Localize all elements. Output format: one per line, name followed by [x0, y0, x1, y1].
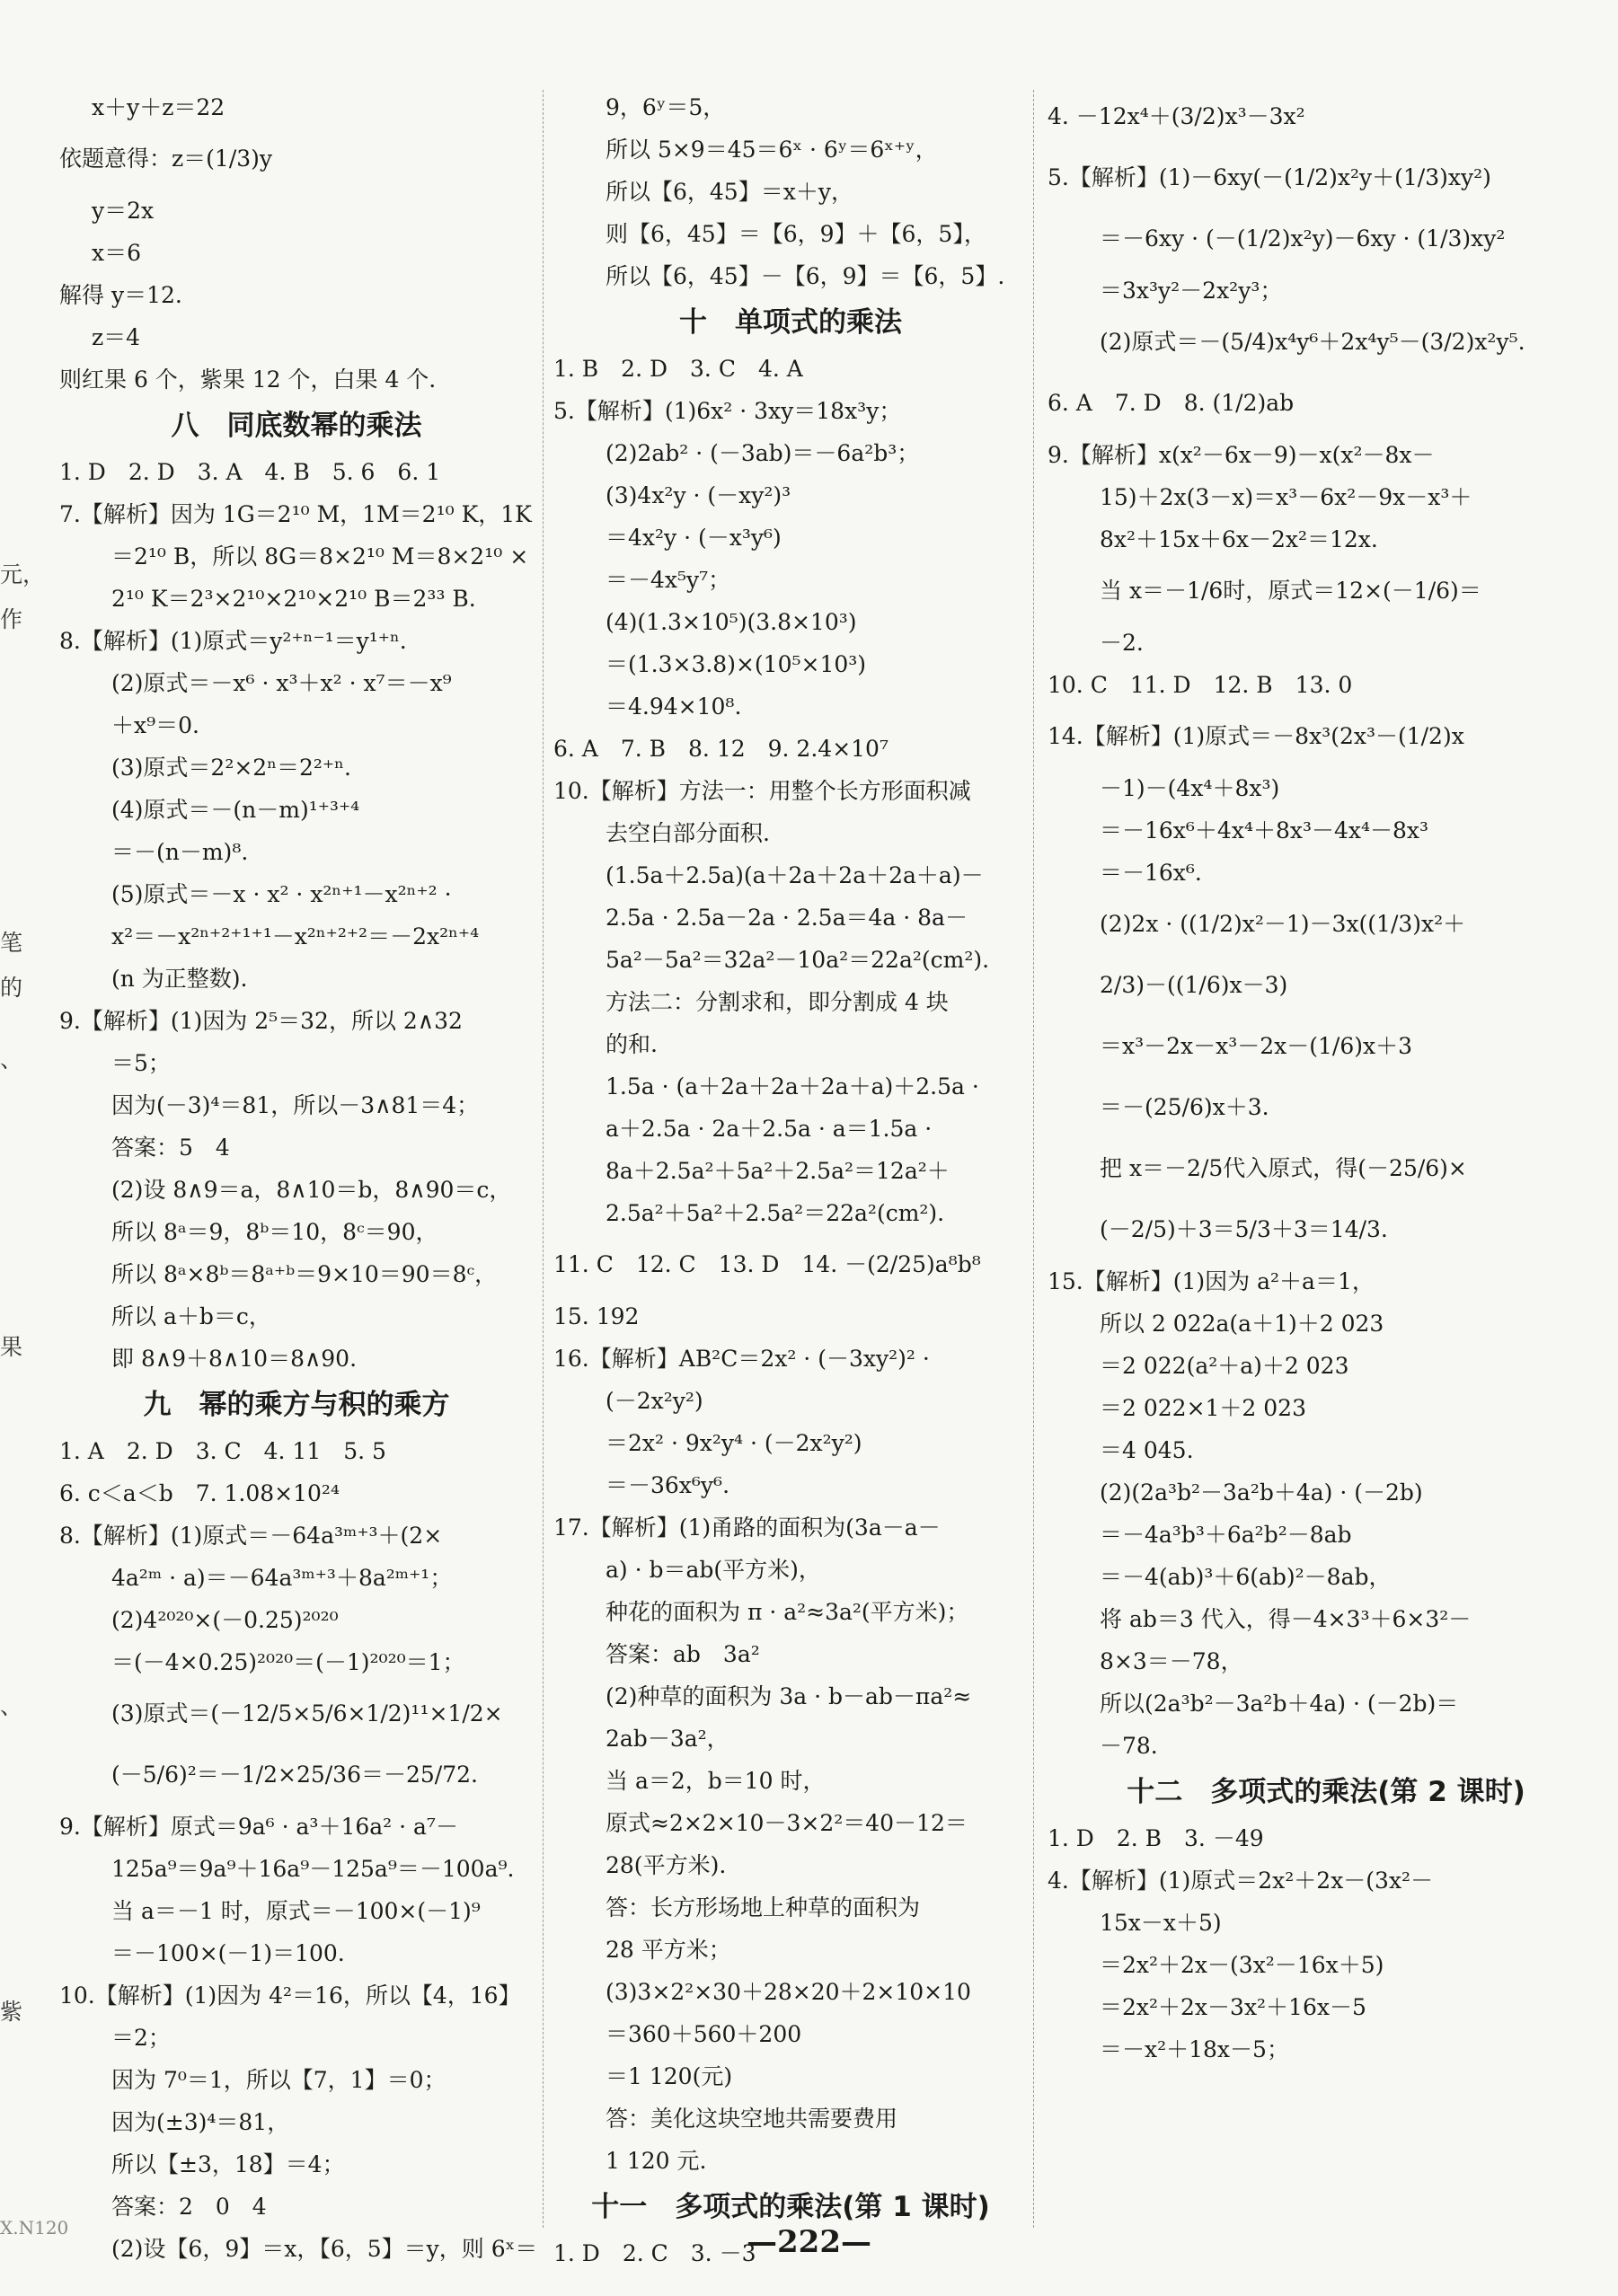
- answer-line: 15. 192: [553, 1303, 640, 1329]
- answer-line: ＝1 120(元): [606, 2063, 733, 2089]
- left-page-edge: [0, 0, 69, 2296]
- answer-line: (2)(2a³b²－3a²b＋4a) · (－2b): [1100, 1479, 1423, 1506]
- answer-line: ＝(－4×0.25)²⁰²⁰＝(－1)²⁰²⁰＝1；: [111, 1649, 465, 1675]
- answer-line: 1. B 2. D 3. C 4. A: [553, 356, 803, 382]
- answer-line: 依题意得：z＝(1/3)y: [59, 146, 273, 172]
- answer-line: 5.【解析】(1)－6xy(－(1/2)x²y＋(1/3)xy²): [1048, 164, 1491, 190]
- answer-column-right: [1048, 86, 1605, 2071]
- answer-line: ＝2¹⁰ B，所以 8G＝8×2¹⁰ M＝8×2¹⁰ ×: [111, 543, 529, 570]
- answer-line: ＝2x² · 9x²y⁴ · (－2x²y²): [606, 1430, 862, 1456]
- answer-line: 因为 7⁰＝1，所以【7，1】＝0；: [111, 2067, 446, 2093]
- answer-line: －2.: [1100, 630, 1144, 656]
- column-divider: [543, 90, 544, 2228]
- answer-line: －1)－(4x⁴＋8x³): [1100, 775, 1280, 801]
- answer-line: 当 a＝－1 时，原式＝－100×(－1)⁹: [111, 1898, 481, 1924]
- answer-line: 所以(2a³b²－3a²b＋4a) · (－2b)＝: [1100, 1691, 1459, 1717]
- answer-line: 1. A 2. D 3. C 4. 11 5. 5: [59, 1438, 386, 1464]
- answer-line: (5)原式＝－x · x² · x²ⁿ⁺¹－x²ⁿ⁺² ·: [111, 881, 452, 907]
- answer-line: (2)4²⁰²⁰×(－0.25)²⁰²⁰: [111, 1607, 339, 1633]
- answer-line: ＝3x³y²－2x²y³；: [1100, 278, 1283, 304]
- answer-line: 28 平方米；: [606, 1937, 731, 1963]
- answer-line: 8x²＋15x＋6x－2x²＝12x.: [1100, 526, 1378, 552]
- answer-line: 1.5a · (a＋2a＋2a＋2a＋a)＋2.5a ·: [606, 1073, 979, 1099]
- answer-line: 所以【±3，18】＝4；: [111, 2151, 345, 2177]
- answer-line: ＝5；: [111, 1050, 171, 1076]
- answer-line: 8a＋2.5a²＋5a²＋2.5a²＝12a²＋: [606, 1158, 950, 1184]
- answer-line: (2)设 8∧9＝a，8∧10＝b，8∧90＝c，: [111, 1177, 512, 1203]
- answer-line: ＝2 022(a²＋a)＋2 023: [1100, 1353, 1349, 1379]
- answer-line: ＝－(n－m)⁸.: [111, 839, 249, 865]
- answer-line: 10. C 11. D 12. B 13. 0: [1048, 672, 1353, 698]
- answer-line: ＝－4(ab)³＋6(ab)²－8ab，: [1100, 1564, 1392, 1590]
- margin-fragment: 、: [0, 1046, 23, 1073]
- answer-line: ＝－4x⁵y⁷；: [606, 567, 731, 593]
- margin-fragment: 笔: [0, 930, 23, 956]
- answer-line: 1 120 元.: [606, 2148, 707, 2174]
- answer-line: ＝2 022×1＋2 023: [1100, 1395, 1306, 1421]
- answer-line: ＝－(25/6)x＋3.: [1100, 1094, 1269, 1120]
- margin-code: X.N120: [0, 2217, 69, 2239]
- answer-line: ＋x⁹＝0.: [111, 712, 199, 738]
- answer-line: 所以【6，45】＝x＋y，: [606, 179, 853, 205]
- answer-line: 7.【解析】因为 1G＝2¹⁰ M，1M＝2¹⁰ K，1K: [59, 501, 532, 527]
- page-number: —222—: [747, 2224, 871, 2260]
- answer-line: 所以 a＋b＝c，: [111, 1303, 271, 1329]
- answer-line: 把 x＝－2/5代入原式，得(－25/6)×: [1100, 1155, 1467, 1181]
- answer-line: 2/3)－((1/6)x－3): [1100, 972, 1288, 998]
- answer-line: (2)种草的面积为 3a · b－ab－πa²≈: [606, 1683, 972, 1709]
- answer-line: (2)2x · ((1/2)x²－1)－3x((1/3)x²＋: [1100, 911, 1466, 937]
- answer-line: 4. －12x⁴＋(3/2)x³－3x²: [1048, 103, 1305, 129]
- answer-line: 8.【解析】(1)原式＝－64a³ᵐ⁺³＋(2×: [59, 1523, 443, 1549]
- answer-line: 4a²ᵐ · a)＝－64a³ᵐ⁺³＋8a²ᵐ⁺¹；: [111, 1565, 453, 1591]
- answer-line: a) · b＝ab(平方米)，: [606, 1557, 821, 1583]
- answer-line: ＝4 045.: [1100, 1437, 1194, 1463]
- answer-column-middle: [553, 86, 1028, 2274]
- answer-line: ＝2x²＋2x－(3x²－16x＋5): [1100, 1952, 1384, 1978]
- answer-line: 9，6ʸ＝5，: [606, 94, 726, 120]
- answer-line: 4.【解析】(1)原式＝2x²＋2x－(3x²－: [1048, 1868, 1434, 1894]
- answer-line: (2)设【6，9】＝x，【6，5】＝y，则 6ˣ＝: [111, 2236, 538, 2262]
- answer-line: ＝2x²＋2x－3x²＋16x－5: [1100, 1994, 1366, 2020]
- answer-line: 答：长方形场地上种草的面积为: [606, 1894, 921, 1921]
- answer-line: (n 为正整数).: [111, 966, 248, 992]
- answer-line: ＝4.94×10⁸.: [606, 693, 742, 720]
- answer-line: 种花的面积为 π · a²≈3a²(平方米)；: [606, 1599, 969, 1625]
- answer-line: ＝360＋560＋200: [606, 2021, 802, 2047]
- answer-line: 6. c＜a＜b 7. 1.08×10²⁴: [59, 1480, 340, 1506]
- answer-line: (－2/5)＋3＝5/3＋3＝14/3.: [1100, 1216, 1388, 1242]
- answer-line: a＋2.5a · 2a＋2.5a · a＝1.5a ·: [606, 1116, 933, 1142]
- answer-column-left: [59, 86, 538, 2270]
- answer-line: (3)原式＝(－12/5×5/6×1/2)¹¹×1/2×: [111, 1700, 503, 1726]
- answer-line: 9.【解析】x(x²－6x－9)－x(x²－8x－: [1048, 442, 1435, 468]
- answer-line: 答案：2 0 4: [111, 2194, 267, 2220]
- answer-line: 所以 2 022a(a＋1)＋2 023: [1100, 1311, 1384, 1337]
- answer-line: 15.【解析】(1)因为 a²＋a＝1，: [1048, 1268, 1375, 1294]
- answer-line: 去空白部分面积.: [606, 820, 770, 846]
- answer-line: 1. D 2. D 3. A 4. B 5. 6 6. 1: [59, 459, 441, 485]
- answer-line: －78.: [1100, 1733, 1158, 1759]
- answer-line: ＝2；: [111, 2025, 171, 2051]
- answer-line: (4)原式＝－(n－m)¹⁺³⁺⁴: [111, 797, 360, 823]
- answer-line: ＝－36x⁶y⁶.: [606, 1472, 730, 1498]
- section-heading: 九 幂的乘方与积的乘方: [143, 1389, 450, 1421]
- answer-line: 6. A 7. D 8. (1/2)ab: [1048, 390, 1295, 416]
- answer-line: (－2x²y²): [606, 1388, 703, 1414]
- answer-line: 原式≈2×2×10－3×2²＝40－12＝: [606, 1810, 968, 1836]
- answer-line: 所以 8ᵃ＝9，8ᵇ＝10，8ᶜ＝90，: [111, 1219, 438, 1245]
- answer-line: (2)原式＝－x⁶ · x³＋x² · x⁷＝－x⁹: [111, 670, 452, 696]
- answer-line: 答：美化这块空地共需要费用: [606, 2106, 898, 2132]
- answer-line: 则【6，45】＝【6，9】＋【6，5】，: [606, 221, 986, 247]
- answer-line: ＝4x²y · (－x³y⁶): [606, 525, 782, 551]
- answer-line: x＝6: [92, 240, 142, 266]
- answer-line: (3)原式＝2²×2ⁿ＝2²⁺ⁿ.: [111, 755, 351, 781]
- answer-line: 6. A 7. B 8. 12 9. 2.4×10⁷: [553, 736, 889, 762]
- answer-line: 2.5a · 2.5a－2a · 2.5a＝4a · 8a－: [606, 905, 968, 931]
- answer-line: 5a²－5a²＝32a²－10a²＝22a²(cm²).: [606, 947, 990, 973]
- margin-fragment: 元，: [0, 561, 46, 587]
- answer-line: ＝－6xy · (－(1/2)x²y)－6xy · (1/3)xy²: [1100, 225, 1506, 252]
- answer-line: 11. C 12. C 13. D 14. －(2/25)a⁸b⁸: [553, 1251, 981, 1277]
- answer-line: 即 8∧9＋8∧10＝8∧90.: [111, 1346, 358, 1372]
- answer-line: 答案：ab 3a²: [606, 1641, 760, 1667]
- answer-line: 1. D 2. B 3. －49: [1048, 1825, 1264, 1851]
- answer-line: 10.【解析】(1)因为 4²＝16，所以【4，16】: [59, 1983, 521, 2009]
- answer-line: 将 ab＝3 代入，得－4×3³＋6×3²－: [1100, 1606, 1472, 1632]
- answer-line: 8×3＝－78，: [1100, 1648, 1243, 1674]
- answer-line: (3)4x²y · (－xy²)³: [606, 482, 791, 508]
- answer-line: ＝(1.3×3.8)×(10⁵×10³): [606, 651, 867, 677]
- answer-line: 5.【解析】(1)6x² · 3xy＝18x³y；: [553, 398, 902, 424]
- answer-line: 当 x＝－1/6时，原式＝12×(－1/6)＝: [1100, 578, 1481, 604]
- margin-fragment: 紫: [0, 1999, 23, 2025]
- answer-line: ＝－16x⁶＋4x⁴＋8x³－4x⁴－8x³: [1100, 817, 1429, 843]
- answer-line: 的和.: [606, 1031, 658, 1057]
- answer-line: 15)＋2x(3－x)＝x³－6x²－9x－x³＋: [1100, 484, 1472, 510]
- answer-line: (1.5a＋2.5a)(a＋2a＋2a＋2a＋a)－: [606, 862, 984, 888]
- answer-line: 所以【6，45】－【6，9】＝【6，5】.: [606, 263, 1005, 289]
- answer-line: 因为(±3)⁴＝81，: [111, 2109, 290, 2135]
- answer-line: 2ab－3a²，: [606, 1726, 729, 1752]
- section-heading: 八 同底数幂的乘法: [171, 410, 422, 442]
- answer-line: ＝－x²＋18x－5；: [1100, 2036, 1289, 2062]
- answer-line: 2.5a²＋5a²＋2.5a²＝22a²(cm²).: [606, 1200, 945, 1226]
- answer-line: ＝x³－2x－x³－2x－(1/6)x＋3: [1100, 1033, 1412, 1059]
- answer-line: 10.【解析】方法一：用整个长方形面积减: [553, 778, 971, 804]
- answer-line: 当 a＝2，b＝10 时，: [606, 1768, 826, 1794]
- margin-fragment: 果: [0, 1334, 23, 1360]
- answer-line: x²＝－x²ⁿ⁺²⁺¹⁺¹－x²ⁿ⁺²⁺²＝－2x²ⁿ⁺⁴: [111, 923, 480, 949]
- answer-line: (4)(1.3×10⁵)(3.8×10³): [606, 609, 857, 635]
- answer-line: 8.【解析】(1)原式＝y²⁺ⁿ⁻¹＝y¹⁺ⁿ.: [59, 628, 407, 654]
- answer-line: ＝－16x⁶.: [1100, 860, 1202, 886]
- answer-line: 解得 y＝12.: [59, 282, 182, 308]
- answer-line: ＝－4a³b³＋6a²b²－8ab: [1100, 1522, 1352, 1548]
- answer-line: x＋y＋z＝22: [92, 94, 225, 120]
- section-heading: 十二 多项式的乘法(第 2 课时): [1127, 1776, 1525, 1808]
- answer-line: 28(平方米).: [606, 1852, 727, 1878]
- answer-line: 则红果 6 个，紫果 12 个，白果 4 个.: [59, 366, 437, 393]
- margin-fragment: 的: [0, 975, 23, 1001]
- margin-fragment: 作: [0, 606, 23, 632]
- section-heading: 十 单项式的乘法: [679, 306, 902, 339]
- column-divider: [1033, 90, 1034, 2228]
- answer-line: y＝2x: [92, 198, 155, 224]
- answer-line: 1. D 2. C 3. －3: [553, 2240, 756, 2266]
- answer-line: (－5/6)²＝－1/2×25/36＝－25/72.: [111, 1762, 478, 1788]
- answer-line: 9.【解析】(1)因为 2⁵＝32，所以 2∧32: [59, 1008, 463, 1034]
- answer-line: 因为(－3)⁴＝81，所以－3∧81＝4；: [111, 1092, 480, 1118]
- answer-line: 16.【解析】AB²C＝2x² · (－3xy²)² ·: [553, 1346, 930, 1372]
- answer-line: 所以 8ᵃ×8ᵇ＝8ᵃ⁺ᵇ＝9×10＝90＝8ᶜ，: [111, 1261, 498, 1287]
- answer-line: 所以 5×9＝45＝6ˣ · 6ʸ＝6ˣ⁺ʸ，: [606, 137, 938, 163]
- answer-line: 14.【解析】(1)原式＝－8x³(2x³－(1/2)x: [1048, 723, 1464, 749]
- answer-line: 2¹⁰ K＝2³×2¹⁰×2¹⁰×2¹⁰ B＝2³³ B.: [111, 586, 476, 612]
- answer-line: 17.【解析】(1)甬路的面积为(3a－a－: [553, 1514, 941, 1541]
- answer-line: ＝－100×(－1)＝100.: [111, 1940, 345, 1966]
- answer-line: 方法二：分割求和，即分割成 4 块: [606, 989, 949, 1015]
- answer-line: 9.【解析】原式＝9a⁶ · a³＋16a² · a⁷－: [59, 1814, 458, 1840]
- answer-line: 答案：5 4: [111, 1135, 230, 1161]
- answer-line: (2)原式＝－(5/4)x⁴y⁶＋2x⁴y⁵－(3/2)x²y⁵.: [1100, 329, 1525, 355]
- answer-line: 15x－x＋5): [1100, 1910, 1222, 1936]
- margin-fragment: 、: [0, 1693, 23, 1719]
- section-heading: 十一 多项式的乘法(第 1 课时): [591, 2191, 990, 2223]
- answer-line: (2)2ab² · (－3ab)＝－6a²b³；: [606, 440, 920, 466]
- answer-line: 125a⁹＝9a⁹＋16a⁹－125a⁹＝－100a⁹.: [111, 1856, 515, 1882]
- answer-line: (3)3×2²×30＋28×20＋2×10×10: [606, 1979, 971, 2005]
- answer-line: z＝4: [92, 324, 141, 350]
